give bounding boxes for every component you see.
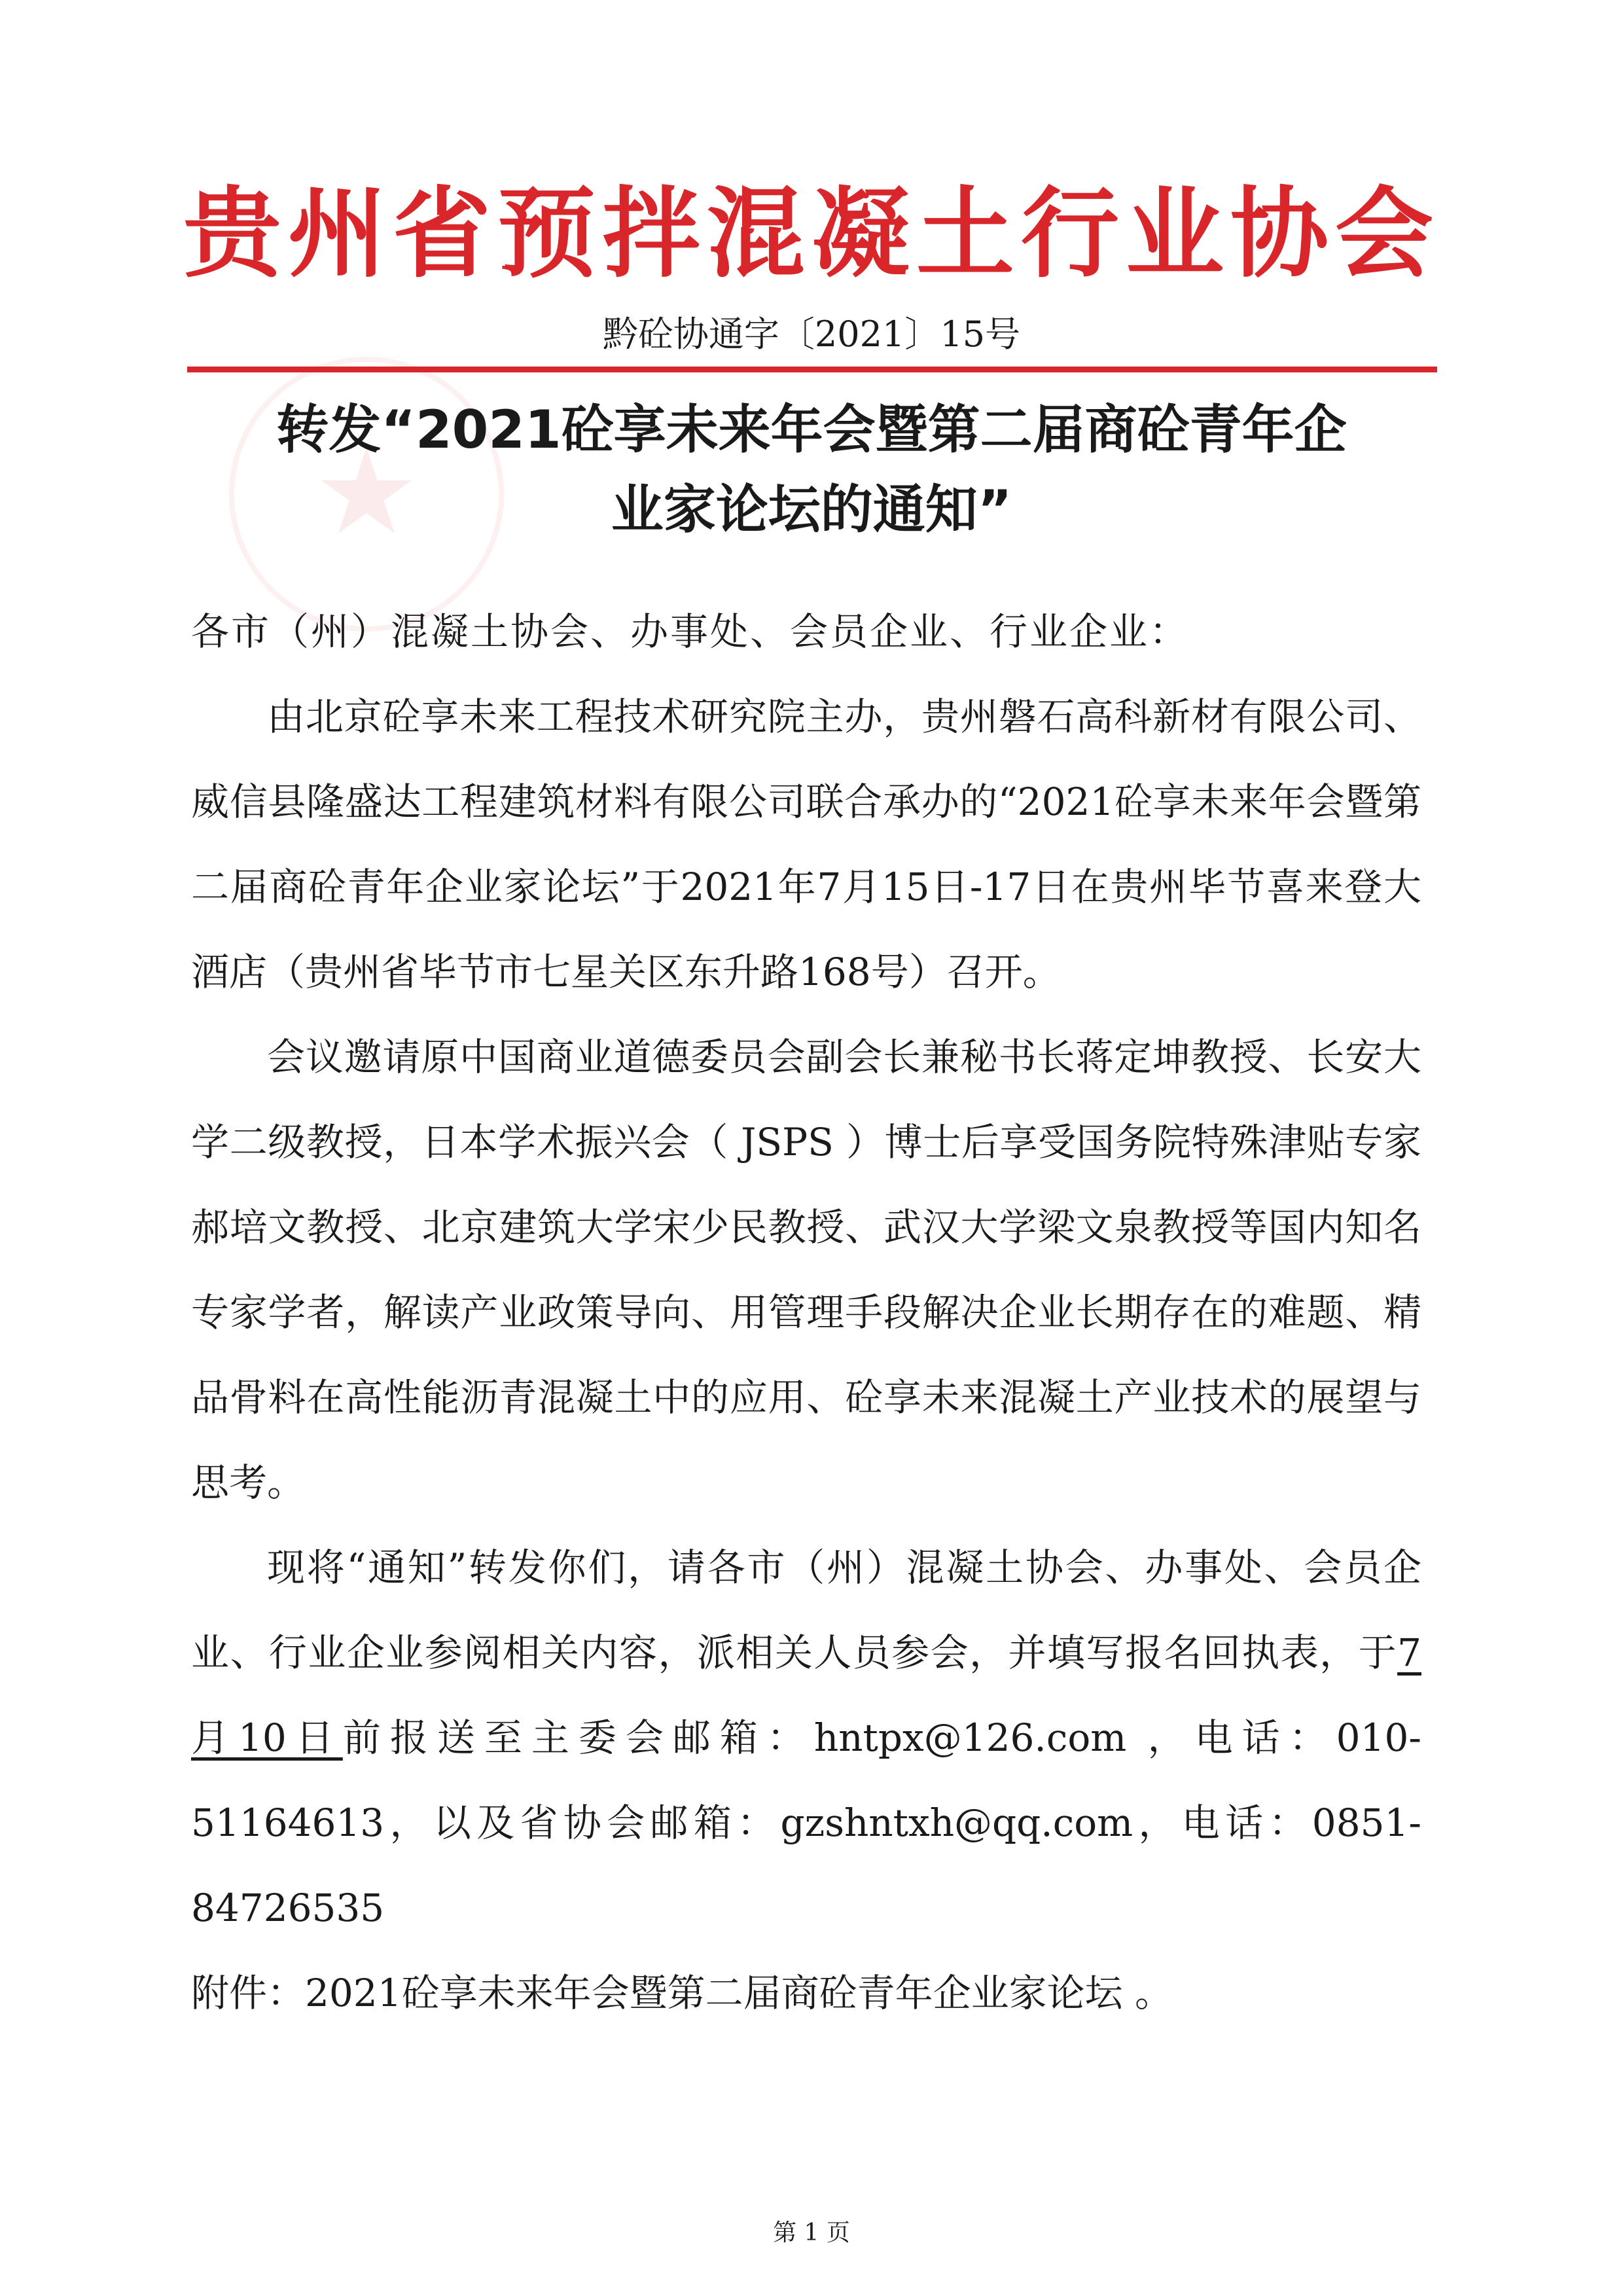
paragraph-registration [191, 1525, 1421, 1950]
official-seal: ★ [229, 357, 504, 632]
registration-deadline: 7月10日 [191, 1630, 1421, 1760]
registration-text-after: 前报送至主委会邮箱：hntpx@126.com ，电话：010-51164613，以及省协会邮箱：gzshntxh@qq.com，电话：0851-84726535 [191, 1715, 1421, 1930]
notice-title-line-2: 业家论坛的通知” [611, 479, 1012, 540]
notice-title-line-1: 转发“2021砼享未来年会暨第二届商砼青年企 [276, 399, 1347, 460]
notice-body [191, 589, 1421, 2036]
notice-title [190, 390, 1433, 550]
document-number: 黔砼协通字〔2021〕15号 [602, 314, 1021, 355]
paragraph-event-info: 由北京砼享未来工程技术研究院主办，贵州磐石高科新材有限公司、威信县隆盛达工程建筑材料有限公司联合承办的“2021砼享未来年会暨第二届商砼青年企业家论坛”于2021年7月15日-17日在贵州毕节喜来登大酒店（贵州省毕节市七星关区东升路168号）召开。 [191, 694, 1421, 994]
registration-text-before: 现将“通知”转发你们，请各市（州）混凝土协会、办事处、会员企业、行业企业参阅相关内容，派相关人员参会，并填写报名回执表，于 [191, 1545, 1421, 1675]
paragraph-speakers: 会议邀请原中国商业道德委员会副会长兼秘书长蒋定坤教授、长安大学二级教授，日本学术振兴会（ JSPS ）博士后享受国务院特殊津贴专家郝培文教授、北京建筑大学宋少民教授、武汉大学梁文泉教授等国内知名专家学者，解读产业政策导向、用管理手段解决企业长期存在的难题、精品骨料在高性能沥青混凝土中的应用、砼享未来混凝土产业技术的展望与思考。 [191, 1035, 1421, 1505]
salutation: 各市（州）混凝土协会、办事处、会员企业、行业企业： [191, 609, 1190, 654]
attachment-line: 附件：2021砼享未来年会暨第二届商砼青年企业家论坛 。 [191, 1971, 1173, 2015]
header-divider [187, 367, 1437, 372]
organization-name: 贵州省预拌混凝土行业协会 [183, 176, 1440, 291]
page-number: 第 1 页 [773, 2219, 850, 2246]
